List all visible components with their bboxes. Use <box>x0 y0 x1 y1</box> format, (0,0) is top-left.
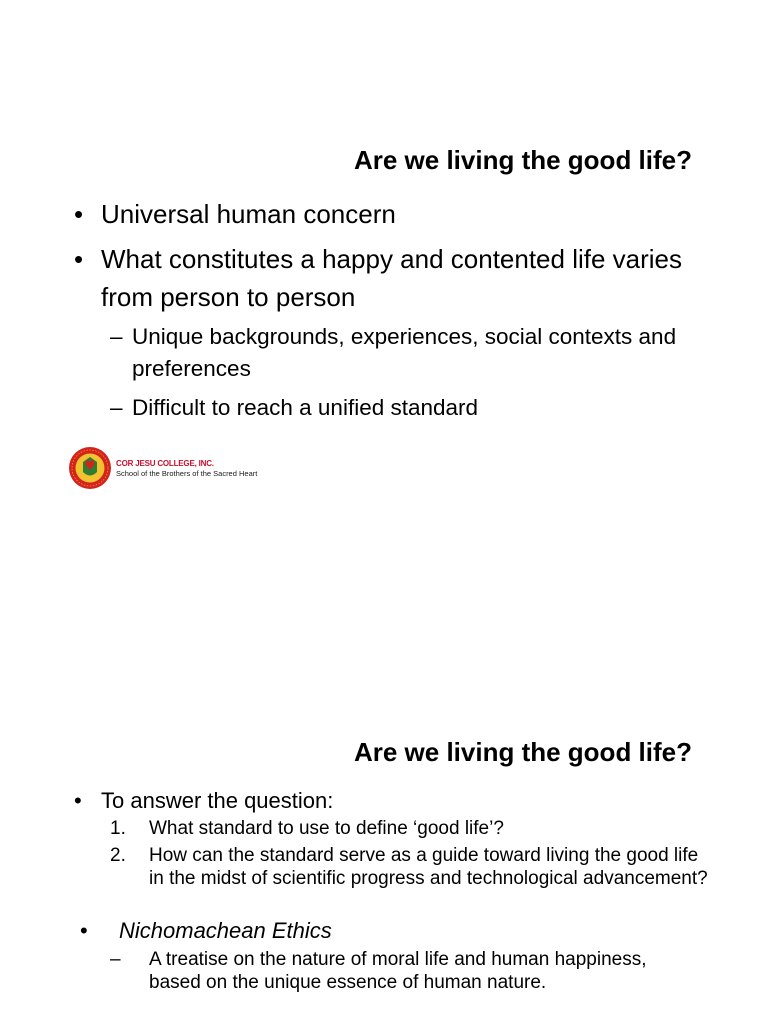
dash-marker: – <box>110 324 123 349</box>
dash-item <box>110 948 670 994</box>
college-seal-logo <box>68 446 112 490</box>
dash-marker: – <box>110 949 121 970</box>
bullet-text: Universal human concern <box>101 199 396 229</box>
item-number: 2. <box>110 845 126 866</box>
item-number: 1. <box>110 818 126 839</box>
numbered-item <box>110 844 710 890</box>
bullet-item <box>74 788 333 814</box>
bullet-item <box>74 240 694 316</box>
bullet-marker: • <box>80 918 88 943</box>
numbered-item <box>110 817 710 840</box>
college-tagline: School of the Brothers of the Sacred Heart <box>116 469 258 478</box>
numbered-text: What standard to use to define ‘good life’? <box>149 818 504 839</box>
bullet-text: To answer the question: <box>101 788 334 813</box>
dash-marker: – <box>110 395 123 420</box>
numbered-text: How can the standard serve as a guide toward living the good life in the midst of scientific progress and technological advancement? <box>149 845 708 889</box>
dash-text: A treatise on the nature of moral life and human happiness, based on the unique essence of human nature. <box>149 949 647 993</box>
bullet-marker: • <box>74 199 84 229</box>
slide-title: Are we living the good life? <box>353 737 692 767</box>
college-branding <box>116 459 257 479</box>
sub-bullet-text: Difficult to reach a unified standard <box>132 395 479 420</box>
sub-bullet-text: Unique backgrounds, experiences, social contexts and preferences <box>132 324 677 381</box>
bullet-item <box>80 918 332 944</box>
bullet-text-italic: Nichomachean Ethics <box>119 918 332 943</box>
bullet-marker: • <box>74 788 82 813</box>
bullet-text: What constitutes a happy and contented life varies from person to person <box>101 244 683 312</box>
sub-bullet-item <box>110 321 710 385</box>
slide-2 <box>0 590 768 1024</box>
bullet-marker: • <box>74 244 84 274</box>
bullet-item <box>74 195 694 233</box>
sub-bullet-item <box>110 392 710 424</box>
slide-title: Are we living the good life? <box>353 145 692 175</box>
college-name: COR JESU COLLEGE, INC. <box>116 459 214 468</box>
